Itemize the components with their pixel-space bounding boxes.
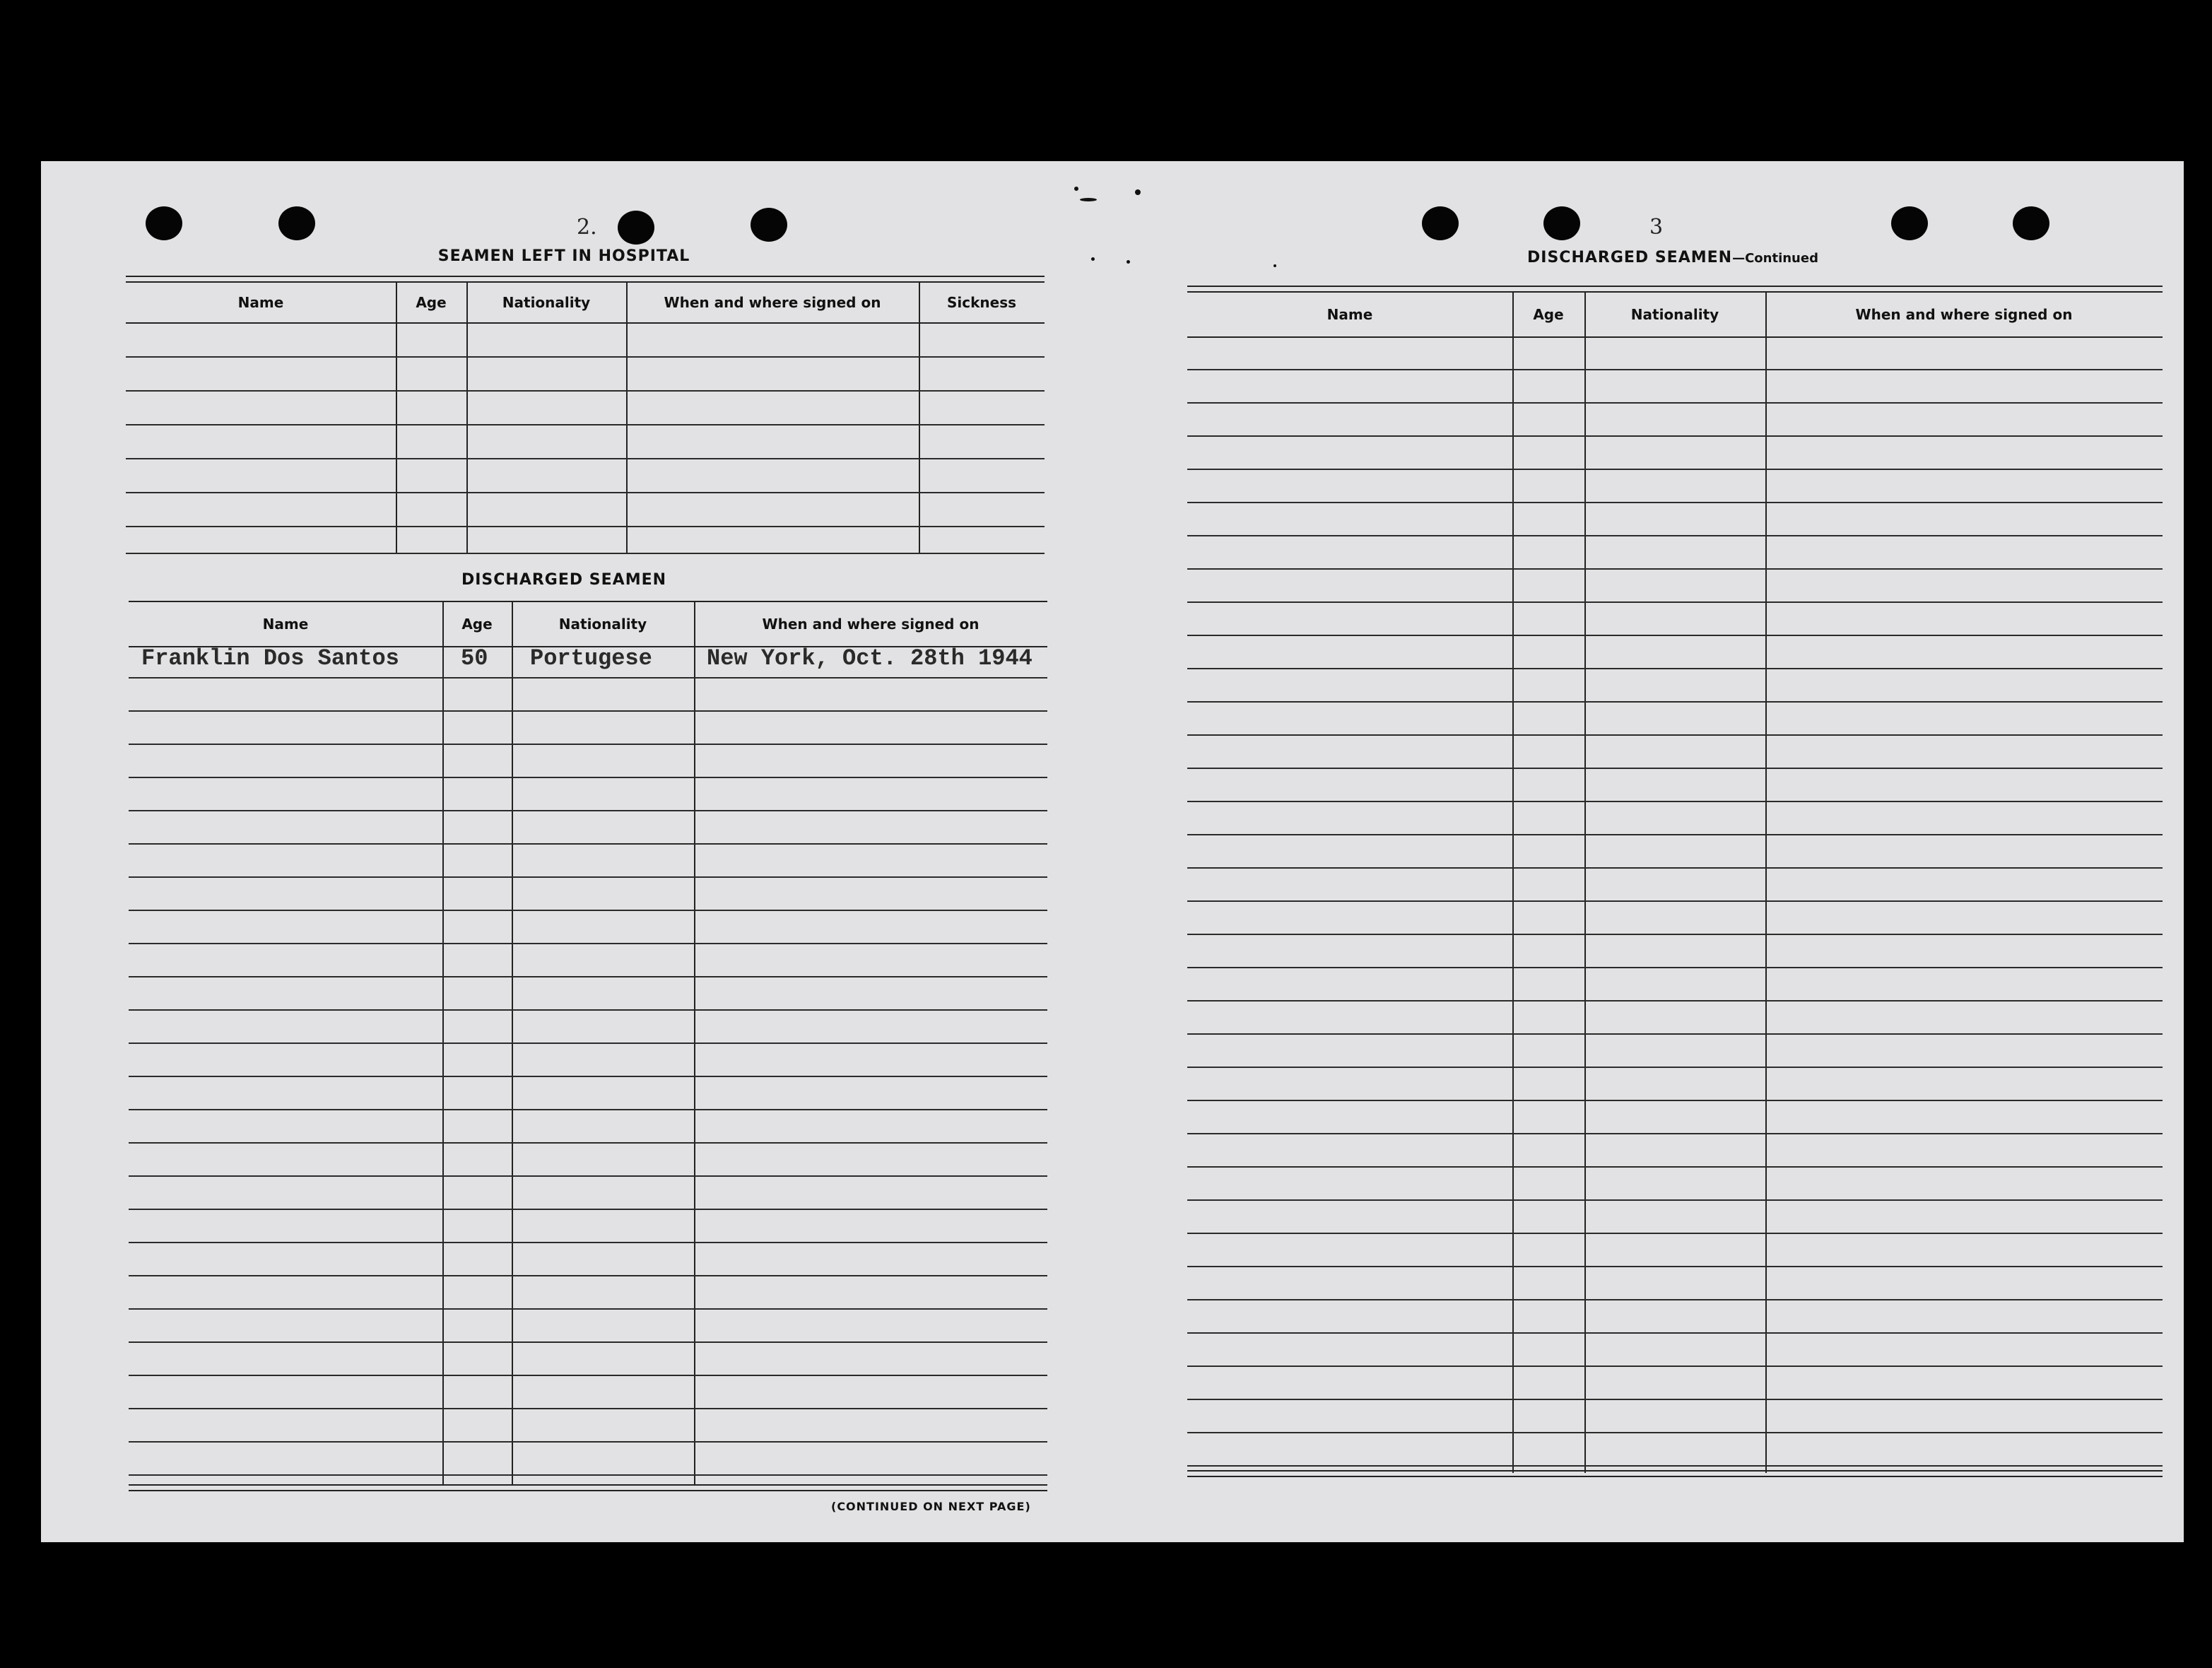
table-row [1187, 869, 2163, 902]
right-page-number: 3 [1649, 215, 1664, 240]
punch-hole [1543, 206, 1580, 240]
column-header-name: Name [1326, 306, 1373, 323]
table-row [126, 392, 1045, 425]
left-page-number: 2. [577, 215, 597, 240]
scan-speck [1091, 257, 1095, 261]
table-row [1187, 1134, 2163, 1168]
punch-hole [146, 206, 182, 240]
table-row [1187, 1201, 2163, 1234]
table-bottom-rule [129, 1484, 1047, 1491]
seaman-signed-on: New York, Oct. 28th 1944 [707, 645, 1033, 671]
title-text: DISCHARGED SEAMEN [1527, 249, 1733, 266]
column-header-age: Age [1533, 306, 1564, 323]
table-row [129, 1210, 1047, 1243]
column-header-name: Name [262, 616, 309, 633]
column-header-nationality: Nationality [558, 616, 647, 633]
column-header-age: Age [461, 616, 493, 633]
table-row [1187, 1300, 2163, 1334]
table-row [129, 646, 1047, 679]
discharged-section-title: DISCHARGED SEAMEN [461, 571, 667, 589]
table-row [126, 527, 1045, 554]
table-bottom-rule [1187, 1470, 2163, 1477]
discharged-table [129, 601, 1047, 1493]
table-row [1187, 338, 2163, 370]
table-row [1187, 703, 2163, 736]
table-row [126, 358, 1045, 392]
table-row [126, 459, 1045, 493]
punch-hole [1422, 206, 1459, 240]
table-row [129, 712, 1047, 745]
scan-speck [1074, 187, 1078, 191]
table-row [129, 1343, 1047, 1376]
scan-speck [1080, 198, 1097, 201]
table-top-rule [1187, 286, 2163, 293]
table-header [1187, 293, 2163, 338]
table-row [129, 1443, 1047, 1476]
table-row [1187, 669, 2163, 703]
table-row [129, 1077, 1047, 1110]
table-row [1187, 404, 2163, 437]
seaman-age: 50 [461, 645, 488, 671]
table-row [1187, 503, 2163, 536]
table-row [1187, 769, 2163, 802]
table-row [129, 1044, 1047, 1077]
table-row [1187, 437, 2163, 470]
table-row [1187, 935, 2163, 968]
column-header-name: Name [237, 294, 284, 311]
discharged-continued-table [1187, 286, 2163, 1483]
table-row [1187, 802, 2163, 835]
punch-hole [751, 208, 787, 242]
table-header [129, 601, 1047, 647]
column-header-age: Age [416, 294, 447, 311]
hospital-section-title: SEAMEN LEFT IN HOSPITAL [437, 247, 690, 265]
seaman-nationality: Portugese [530, 645, 652, 671]
table-row [126, 425, 1045, 459]
punch-hole [1891, 206, 1928, 240]
table-row [1187, 1367, 2163, 1400]
scan-speck [1135, 189, 1141, 195]
table-row [1187, 370, 2163, 404]
table-row [1187, 1433, 2163, 1467]
discharged-continued-title [1189, 249, 2157, 266]
table-row [1187, 636, 2163, 669]
table-row [129, 977, 1047, 1011]
table-row [129, 1409, 1047, 1443]
table-row [1187, 1400, 2163, 1433]
table-row [129, 1243, 1047, 1276]
table-row [1187, 1002, 2163, 1035]
title-suffix: —Continued [1732, 251, 1818, 266]
table-row [1187, 470, 2163, 503]
table-row [1187, 736, 2163, 769]
table-row [1187, 1234, 2163, 1267]
column-header-signed-on: When and where signed on [1855, 306, 2073, 323]
table-row [129, 1110, 1047, 1144]
table-row [129, 1310, 1047, 1343]
table-row [129, 878, 1047, 911]
table-row [1187, 1068, 2163, 1101]
hospital-table [126, 276, 1045, 554]
column-header-signed-on: When and where signed on [664, 294, 881, 311]
table-row [129, 778, 1047, 811]
table-row [1187, 835, 2163, 869]
column-header-nationality: Nationality [1630, 306, 1719, 323]
table-row [129, 911, 1047, 944]
table-row [129, 944, 1047, 977]
table-row [1187, 1168, 2163, 1201]
table-row [129, 1011, 1047, 1044]
crew-list-sheet [41, 161, 2184, 1542]
table-row [1187, 536, 2163, 570]
table-row [129, 745, 1047, 778]
table-top-rule [126, 276, 1045, 283]
table-row [129, 679, 1047, 712]
table-row [129, 845, 1047, 878]
seaman-name: Franklin Dos Santos [141, 645, 399, 671]
table-row [1187, 902, 2163, 935]
punch-hole [278, 206, 315, 240]
table-row [1187, 1334, 2163, 1367]
table-row [129, 1376, 1047, 1409]
table-row [1187, 968, 2163, 1002]
continued-note: (CONTINUED ON NEXT PAGE) [831, 1500, 1031, 1513]
table-row [1187, 1035, 2163, 1068]
table-row [129, 1276, 1047, 1310]
column-header-sickness: Sickness [946, 294, 1017, 311]
table-row [1187, 1267, 2163, 1300]
column-header-signed-on: When and where signed on [762, 616, 979, 633]
punch-hole [618, 211, 654, 245]
table-header [126, 283, 1045, 324]
scan-speck [1126, 260, 1130, 264]
table-row [129, 1144, 1047, 1177]
table-row [1187, 1101, 2163, 1134]
punch-hole [2013, 206, 2049, 240]
table-row [129, 1177, 1047, 1210]
table-row [126, 493, 1045, 527]
table-row [1187, 570, 2163, 603]
table-row [1187, 603, 2163, 636]
table-row [126, 324, 1045, 358]
column-header-nationality: Nationality [502, 294, 591, 311]
table-row [129, 811, 1047, 845]
